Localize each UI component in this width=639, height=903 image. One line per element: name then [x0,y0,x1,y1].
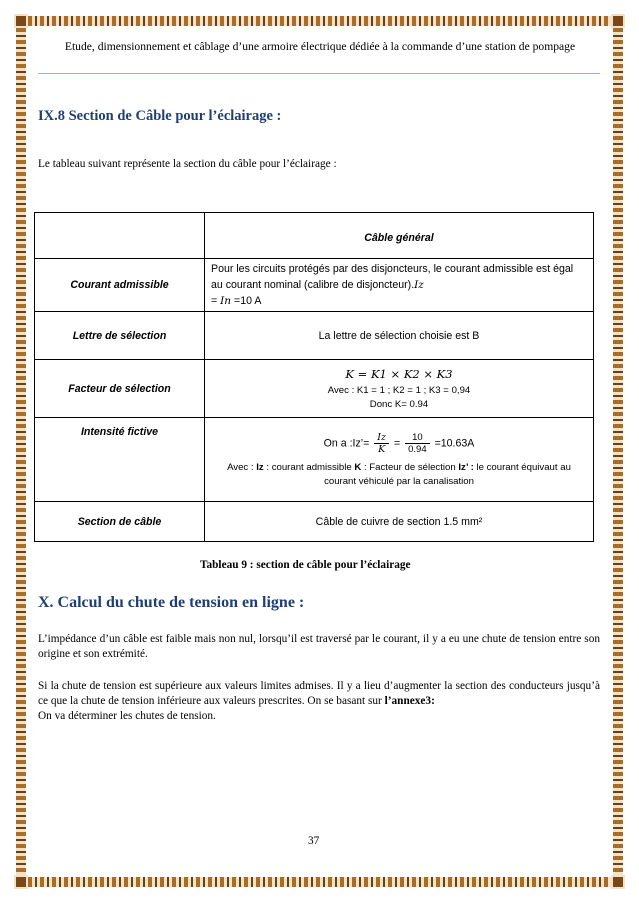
table-header-empty [35,213,205,259]
legend-k-symbol: K [354,462,362,473]
math-eq: = [211,295,218,307]
row-value: La lettre de sélection choisie est B [205,312,594,360]
paragraph: L’impédance d’un câble est faible mais non nul, lorsqu’il est traversé par le courant, il y a eu une chute de tension entre son origine et son extrémité. [38,633,600,661]
row-value [205,360,594,418]
border-corner [611,875,625,889]
legend-izp-desc: le courant équivaut au courant véhiculé par la canalisation [324,462,571,487]
paragraph [38,679,600,710]
border-corner [14,875,28,889]
table-row [35,502,594,542]
k-formula: K = K1 × K2 × K3 [345,367,453,381]
row-label: Courant admissible [35,259,205,312]
courant-text: Pour les circuits protégés par des disjoncteurs, le courant admissible est égal au courant nominal (calibre de disjoncteur). [211,263,574,291]
row-label: Facteur de sélection [35,360,205,418]
iz-prime-result: =10.63A [434,437,475,450]
row-label: Intensité fictive [35,418,205,502]
border-bottom [16,877,623,887]
fraction-10-094 [405,432,430,455]
legend-k-desc: : Facteur de sélection [361,462,459,473]
border-corner [14,14,28,28]
math-iz: Iz [414,279,424,291]
fraction-numerator: Iz [374,432,389,444]
legend-izp-symbol: Iz’ : [458,462,474,473]
row-value [205,259,594,312]
row-value [205,418,594,502]
table-row [35,312,594,360]
fraction-iz-k [374,432,389,455]
border-right [613,16,623,887]
row-label: Section de câble [35,502,205,542]
fraction-denominator: 0.94 [408,444,427,455]
section-intro: Le tableau suivant représente la section du câble pour l’éclairage : [38,158,337,170]
paragraph: On va déterminer les chutes de tension. [38,710,216,722]
table-row [35,360,594,418]
math-eq: = [393,437,401,450]
paragraph-text: Si la chute de tension est supérieure aux valeurs limites admises. Il y a lieu d’augmenter la section des conducteurs jusqu’à ce que la chute de tension inférieure aux valeurs prescrites. On se basant sur [38,680,600,708]
fraction-denominator: K [378,444,386,455]
table-header-cable-general: Câble général [205,213,594,259]
table-row [35,418,594,502]
border-left [16,16,26,887]
row-label: Lettre de sélection [35,312,205,360]
iz-legend [205,461,593,489]
section-x-title: X. Calcul du chute de tension en ligne : [38,594,305,611]
annex-reference: l’annexe3: [384,695,435,708]
courant-value: =10 A [234,295,262,307]
math-in: In [220,295,232,307]
legend-prefix: Avec : [227,462,257,473]
row-value: Câble de cuivre de section 1.5 mm² [205,502,594,542]
border-corner [611,14,625,28]
on-a-text: On a :Iz’= [323,437,370,450]
header-rule [38,73,600,74]
legend-iz-symbol: Iz [256,462,264,473]
border-top [16,16,623,26]
cable-section-table [34,212,594,542]
table-row [35,259,594,312]
page-number: 37 [308,835,320,847]
table-header-row [35,213,594,259]
iz-prime-equation [205,432,593,455]
legend-iz-desc: : courant admissible [263,462,355,473]
table-caption: Tableau 9 : section de câble pour l’éclairage [200,559,411,571]
fraction-numerator: 10 [405,432,430,444]
page-header: Etude, dimensionnement et câblage d’une armoire électrique dédiée à la commande d’une station de pompage [64,40,576,53]
section-ix-8-title: IX.8 Section de Câble pour l’éclairage : [38,108,282,124]
k-values: Avec : K1 = 1 ; K2 = 1 ; K3 = 0,94 [327,385,471,396]
k-result: Donc K= 0.94 [369,399,429,410]
